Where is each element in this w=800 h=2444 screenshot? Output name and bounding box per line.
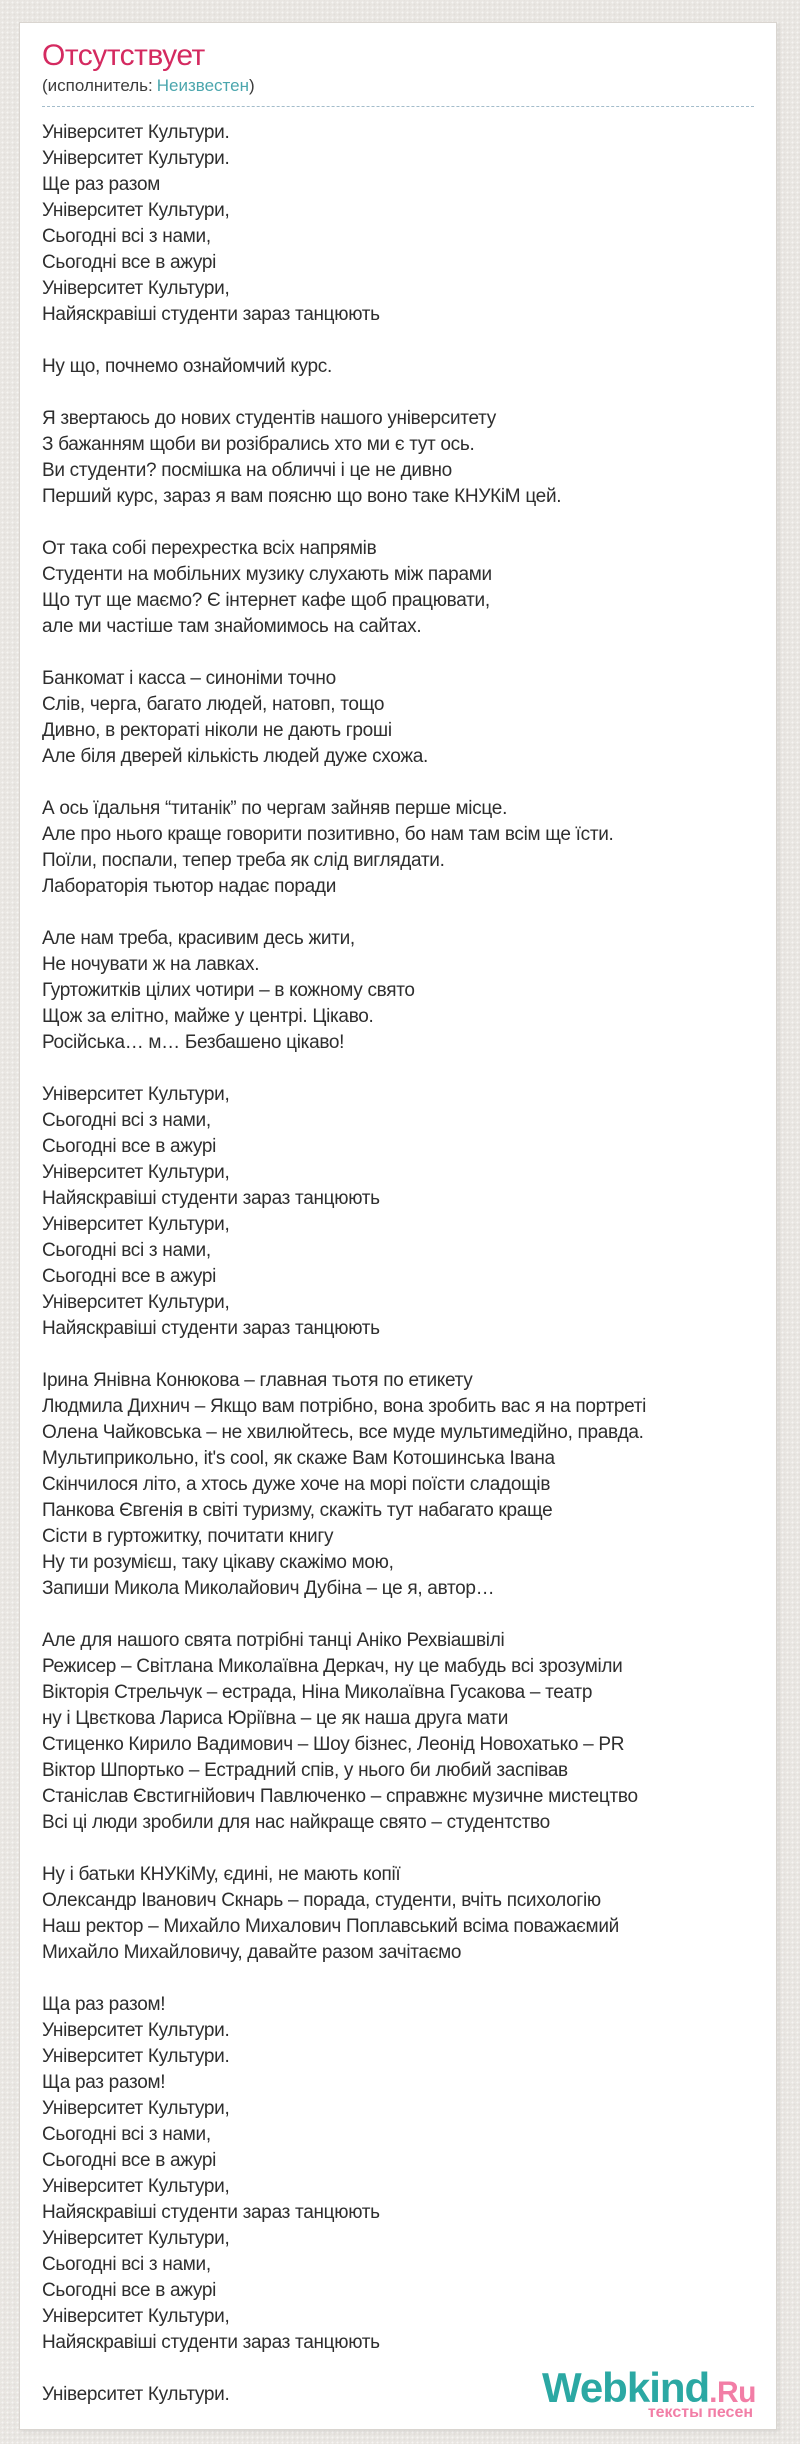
logo-tagline: тексты песен — [647, 2404, 753, 2421]
lyrics-line: Найяскравіші студенти зараз танцюють — [42, 1188, 380, 1209]
lyrics-line: Ну що, почнемо ознайомчий курс. — [42, 356, 332, 377]
lyrics-line — [42, 1602, 754, 1628]
lyrics-line: Сьогодні все в ажурі — [42, 2150, 217, 2171]
lyrics-line: Вікторія Стрельчук – естрада, Ніна Миколаївна Гусакова – театр — [42, 1682, 593, 1703]
lyrics-line: Сьогодні все в ажурі — [42, 1136, 217, 1157]
lyrics-line: Найяскравіші студенти зараз танцюють — [42, 304, 380, 325]
lyrics-line: Режисер – Світлана Миколаївна Деркач, ну це мабудь всі зрозуміли — [42, 1656, 623, 1677]
lyrics-line: Але для нашого свята потрібні танці Аніко Рехвіашвілі — [42, 1630, 505, 1651]
lyrics-line — [42, 1056, 754, 1082]
logo-primary-text: Webkind — [541, 2364, 710, 2411]
lyrics-line: Ща раз разом! — [42, 2072, 166, 2093]
lyrics-text — [42, 120, 754, 2408]
lyrics-line: але ми частіше там знайомимось на сайтах. — [42, 616, 422, 637]
lyrics-line: Сьогодні всі з нами, — [42, 2254, 211, 2275]
lyrics-line: Поїли, поспали, тепер треба як слід виглядати. — [42, 850, 445, 871]
lyrics-line: Сісти в гуртожитку, почитати книгу — [42, 1526, 334, 1547]
lyrics-line: Сьогодні все в ажурі — [42, 252, 217, 273]
lyrics-line — [42, 770, 754, 796]
song-title: Отсутствует — [42, 39, 205, 72]
lyrics-line: Олександр Іванович Скнарь – порада, студенти, вчіть психологію — [42, 1890, 601, 1911]
lyrics-line — [42, 640, 754, 666]
lyrics-line: Лабораторія тьютор надає поради — [42, 876, 337, 897]
lyrics-line: Михайло Михайловичу, давайте разом зачітаємо — [42, 1942, 462, 1963]
lyrics-line: Сьогодні все в ажурі — [42, 2280, 217, 2301]
lyrics-line: Ви студенти? посмішка на обличчі і це не дивно — [42, 460, 452, 481]
lyrics-line: Станіслав Євстигнійович Павлюченко – справжнє музичне мистецтво — [42, 1786, 638, 1807]
lyrics-line: Що тут ще маємо? Є інтернет кафе щоб працювати, — [42, 590, 490, 611]
lyrics-line — [42, 380, 754, 406]
lyrics-line: Панкова Євгенія в світі туризму, скажіть тут набагато краще — [42, 1500, 553, 1521]
lyrics-line: Університет Культури, — [42, 1084, 230, 1105]
lyrics-line: Найяскравіші студенти зараз танцюють — [42, 2202, 380, 2223]
lyrics-line: Запиши Микола Миколайович Дубіна – це я, автор… — [42, 1578, 495, 1599]
lyrics-line: Слів, черга, багато людей, натовп, тощо — [42, 694, 385, 715]
lyrics-line: Університет Культури. — [42, 122, 230, 143]
lyrics-line: Ща раз разом! — [42, 1994, 166, 2015]
lyrics-line: Мультиприкольно, it's cool, як скаже Вам Котошинська Івана — [42, 1448, 555, 1469]
lyrics-line: Університет Культури. — [42, 2020, 230, 2041]
lyrics-line: Університет Культури, — [42, 278, 230, 299]
lyrics-line: Стиценко Кирило Вадимович – Шоу бізнес, Леонід Новохатько – PR — [42, 1734, 625, 1755]
lyrics-line: Університет Культури. — [42, 148, 230, 169]
artist-link[interactable]: Неизвестен — [156, 76, 249, 95]
logo-suffix-text: .Ru — [709, 2376, 756, 2409]
lyrics-line: Найяскравіші студенти зараз танцюють — [42, 2332, 380, 2353]
lyrics-line: Перший курс, зараз я вам поясню що воно таке КНУКіМ цей. — [42, 486, 562, 507]
lyrics-line: От така собі перехрестка всіх напрямів — [42, 538, 377, 559]
lyrics-line — [42, 328, 754, 354]
lyrics-line: Ну і батьки КНУКіМу, єдині, не мають копії — [42, 1864, 401, 1885]
lyrics-line: З бажанням щоби ви розібрались хто ми є тут ось. — [42, 434, 475, 455]
lyrics-line: Університет Культури, — [42, 1292, 230, 1313]
lyrics-line: Університет Культури, — [42, 1162, 230, 1183]
lyrics-line: Всі ці люди зробили для нас найкраще свято – студентство — [42, 1812, 550, 1833]
artist-line — [42, 75, 754, 107]
lyrics-line — [42, 900, 754, 926]
webkind-logo[interactable] — [541, 2364, 756, 2421]
lyrics-line: Університет Культури, — [42, 2098, 230, 2119]
lyrics-line: Але про нього краще говорити позитивно, бо нам там всім ще їсти. — [42, 824, 614, 845]
lyrics-card — [19, 22, 777, 2430]
lyrics-line: Але біля дверей кількість людей дуже схожа. — [42, 746, 428, 767]
lyrics-line: Людмила Дихнич – Якщо вам потрібно, вона зробить вас я на портреті — [42, 1396, 647, 1417]
lyrics-line: Дивно, в ректораті ніколи не дають гроші — [42, 720, 392, 741]
lyrics-line: Найяскравіші студенти зараз танцюють — [42, 1318, 380, 1339]
lyrics-line: Ще раз разом — [42, 174, 161, 195]
lyrics-line: Сьогодні всі з нами, — [42, 2124, 211, 2145]
lyrics-line — [42, 1966, 754, 1992]
lyrics-line: Віктор Шпортько – Естрадний спів, у нього би любий заспівав — [42, 1760, 568, 1781]
lyrics-line: Університет Культури, — [42, 1214, 230, 1235]
lyrics-line: Сьогодні всі з нами, — [42, 1110, 211, 1131]
artist-label: (исполнитель: — [42, 76, 153, 95]
lyrics-line — [42, 1342, 754, 1368]
lyrics-line: Університет Культури, — [42, 200, 230, 221]
lyrics-line — [42, 1836, 754, 1862]
lyrics-line: Університет Культури. — [42, 2384, 230, 2405]
lyrics-line: Не ночувати ж на лавках. — [42, 954, 260, 975]
lyrics-line: Ірина Янівна Конюкова – главная тьотя по етикету — [42, 1370, 473, 1391]
lyrics-line: А ось їдальня “титанік” по чергам зайняв перше місце. — [42, 798, 508, 819]
lyrics-line: Щож за елітно, майже у центрі. Цікаво. — [42, 1006, 374, 1027]
lyrics-line: Скінчилося літо, а хтось дуже хоче на морі поїсти сладощів — [42, 1474, 551, 1495]
logo-wordmark — [541, 2364, 756, 2411]
lyrics-line: Наш ректор – Михайло Михалович Поплавський всіма поважаємий — [42, 1916, 619, 1937]
lyrics-line: Сьогодні всі з нами, — [42, 1240, 211, 1261]
lyrics-line: Студенти на мобільних музику слухають між парами — [42, 564, 492, 585]
lyrics-line: Банкомат і касса – синоніми точно — [42, 668, 336, 689]
lyrics-line: Сьогодні всі з нами, — [42, 226, 211, 247]
artist-suffix: ) — [249, 76, 255, 95]
lyrics-line: Гуртожитків цілих чотири – в кожному свято — [42, 980, 415, 1001]
lyrics-line: ну і Цвєткова Лариса Юріївна – це як наша друга мати — [42, 1708, 509, 1729]
lyrics-line: Сьогодні все в ажурі — [42, 1266, 217, 1287]
lyrics-line: Університет Культури, — [42, 2228, 230, 2249]
lyrics-line: Університет Культури, — [42, 2176, 230, 2197]
lyrics-line — [42, 510, 754, 536]
lyrics-line: Олена Чайковська – не хвилюйтесь, все муде мультимедійно, правда. — [42, 1422, 644, 1443]
lyrics-line: Ну ти розумієш, таку цікаву скажімо мою, — [42, 1552, 394, 1573]
lyrics-line: Російська… м… Безбашено цікаво! — [42, 1032, 345, 1053]
lyrics-line: Університет Культури, — [42, 2306, 230, 2327]
lyrics-line: Але нам треба, красивим десь жити, — [42, 928, 355, 949]
lyrics-line: Університет Культури. — [42, 2046, 230, 2067]
lyrics-line: Я звертаюсь до нових студентів нашого університету — [42, 408, 496, 429]
